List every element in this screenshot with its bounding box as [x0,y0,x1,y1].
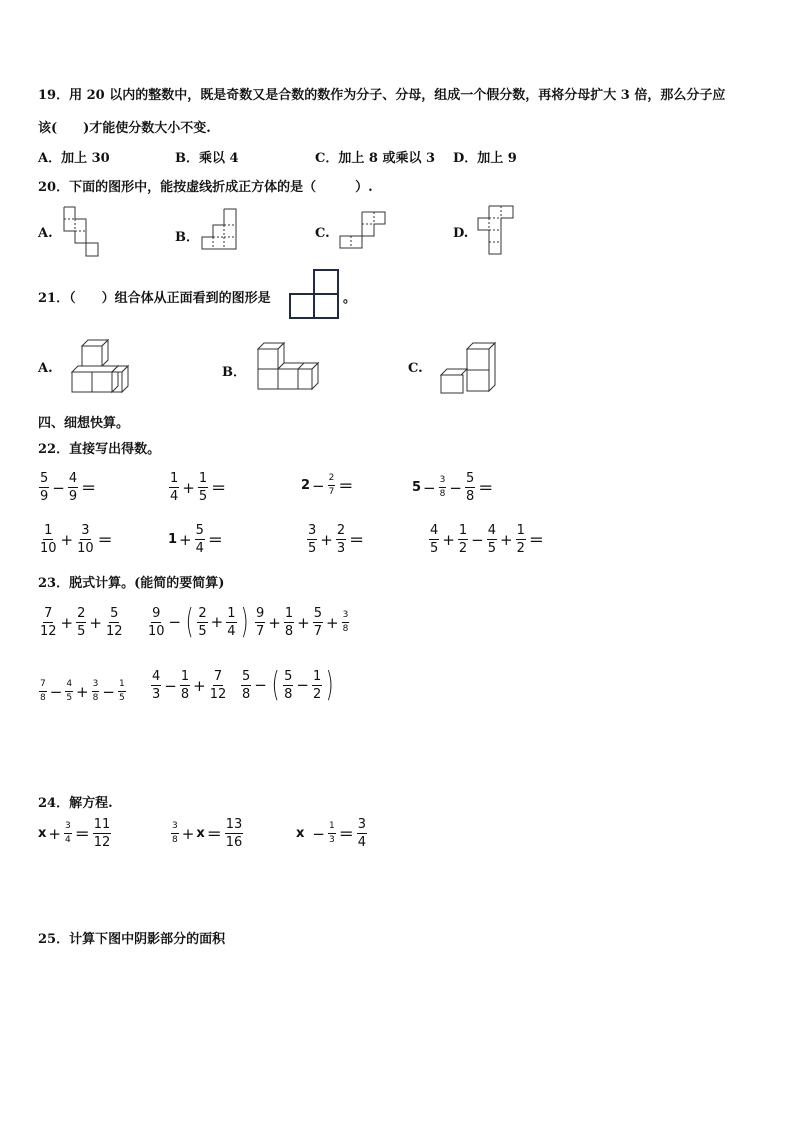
fraction: $\frac{9}{7}$ [256,606,265,639]
q21-option-b: B． [222,365,246,380]
q20-text: 20．下面的图形中，能按虚线折成正方体的是（ ）. [38,180,373,195]
q21-text-end: 。 [343,291,357,306]
fraction: $\frac{4}{5}$ [66,679,73,703]
fraction: $\frac{4}{5}$ [430,523,439,556]
q24-equation-2: $\frac{3}{8}$ + x ＝ $\frac{13}{16}$ [172,817,243,850]
q21-option-a: A. [38,361,53,376]
fraction: $\frac{3}{10}$ [77,523,94,556]
fraction: $\frac{5}{12}$ [105,606,123,639]
fraction: $\frac{1}{3}$ [328,821,335,845]
fraction: $\frac{3}{5}$ [308,523,317,556]
q20-net-a [62,206,102,258]
q25-text: 25．计算下图中阴影部分的面积 [38,932,226,947]
q19-option-c: C．加上 8 或乘以 3 [315,151,436,166]
fraction: $\frac{4}{9}$ [68,471,78,504]
fraction: $\frac{4}{3}$ [152,669,161,702]
fraction: $\frac{1}{5}$ [118,679,125,703]
q24-equation-1: x + $\frac{3}{4}$ ＝ $\frac{11}{12}$ [38,817,111,850]
fraction: $\frac{5}{8}$ [242,668,251,702]
fraction: $\frac{3}{8}$ [92,679,99,703]
q22-expr-3: 2 − $\frac{2}{7}$ ＝ [301,473,354,497]
q20-net-d [476,205,520,257]
q23-expr-6: $\frac{5}{8}$ − ( $\frac{5}{8}$ − $\frac{1}{2}$ ) [242,665,334,705]
fraction: $\frac{1}{4}$ [227,605,236,639]
q23-expr-4: $\frac{7}{8}$ − $\frac{4}{5}$ + $\frac{3}{8}$ − $\frac{1}{5}$ [40,679,125,703]
q19-option-b: B．乘以 4 [175,151,239,166]
q19-option-a: A．加上 30 [38,151,110,166]
fraction: $\frac{1}{2}$ [458,523,468,556]
q24-text: 24．解方程. [38,796,113,811]
q23-expr-1: $\frac{7}{12}$ + $\frac{2}{5}$ + $\frac{5}{12}$ [40,606,123,639]
q23-expr-3: $\frac{9}{7}$ + $\frac{1}{8}$ + $\frac{5}{7}$ + $\frac{3}{8}$ [256,606,349,639]
q24-equation-3: x − $\frac{1}{3}$ ＝ $\frac{3}{4}$ [296,817,366,850]
fraction: $\frac{2}{3}$ [336,523,346,556]
fraction: $\frac{2}{5}$ [198,605,207,639]
q22-text: 22．直接写出得数。 [38,442,161,457]
section-4-title: 四、细想快算。 [38,416,130,431]
fraction: $\frac{3}{8}$ [172,821,178,845]
q22-expr-4: 5 − $\frac{3}{8}$ − $\frac{5}{8}$ ＝ [412,471,494,504]
fraction: $\frac{1}{8}$ [284,606,294,639]
fraction: $\frac{5}{9}$ [40,471,49,504]
fraction: $\frac{1}{5}$ [198,471,208,504]
fraction: $\frac{5}{8}$ [465,471,475,504]
fraction: $\frac{7}{12}$ [40,606,57,639]
fraction: $\frac{3}{8}$ [439,475,446,499]
fraction: $\frac{1}{8}$ [180,669,190,702]
q23-expr-2: $\frac{9}{10}$ − ( $\frac{2}{5}$ + $\frac{1}{4}$ ) [148,602,249,642]
q22-expr-1: $\frac{5}{9}$ − $\frac{4}{9}$ ＝ [40,471,97,504]
q21-cubes-a [70,338,132,396]
q19-line2: 该( )才能使分数大小不变. [38,121,211,136]
fraction: $\frac{4}{5}$ [487,523,496,556]
q20-option-a: A. [38,226,53,241]
fraction: $\frac{5}{4}$ [195,523,204,556]
fraction: $\frac{1}{2}$ [312,668,322,702]
fraction: $\frac{9}{10}$ [148,605,165,639]
fraction: $\frac{7}{12}$ [209,669,227,702]
q19-option-d: D．加上 9 [453,151,517,166]
fraction: $\frac{5}{7}$ [313,606,322,639]
fraction: $\frac{7}{8}$ [40,679,46,703]
fraction: $\frac{2}{5}$ [77,606,86,639]
fraction: $\frac{1}{4}$ [170,471,179,504]
q23-text: 23．脱式计算。(能简的要简算) [38,576,225,591]
fraction: $\frac{2}{7}$ [328,473,335,497]
fraction: $\frac{13}{16}$ [225,817,243,850]
q23-expr-5: $\frac{4}{3}$ − $\frac{1}{8}$ + $\frac{7}{12}$ [152,669,227,702]
fraction: $\frac{3}{4}$ [64,821,71,845]
q22-expr-5: $\frac{1}{10}$ + $\frac{3}{10}$ ＝ [40,523,113,556]
fraction: $\frac{1}{10}$ [40,523,57,556]
fraction: $\frac{3}{4}$ [357,817,366,850]
q21-cubes-c [439,341,501,397]
fraction: $\frac{5}{8}$ [284,668,293,702]
q22-expr-2: $\frac{1}{4}$ + $\frac{1}{5}$ ＝ [170,471,227,504]
fraction: $\frac{1}{2}$ [516,523,525,556]
q21-text: 21．（ ）组合体从正面看到的图形是 [38,291,271,306]
q20-net-b [200,208,240,252]
q19-line1: 19．用 20 以内的整数中，既是奇数又是合数的数作为分子、分母，组成一个假分数，再将分母扩大 3 倍，那么分子应 [38,88,726,103]
q21-option-c: C. [408,361,423,376]
q20-option-d: D. [453,226,469,241]
q20-option-b: B． [175,230,199,245]
q21-cubes-b [256,341,322,393]
q22-expr-6: 1 + $\frac{5}{4}$ ＝ [168,523,223,556]
q20-net-c [338,211,388,251]
fraction: $\frac{3}{8}$ [342,610,349,634]
q22-expr-8: $\frac{4}{5}$ + $\frac{1}{2}$ − $\frac{4}{5}$ + $\frac{1}{2}$ ＝ [430,523,544,556]
q21-front-view-figure [289,269,341,319]
q22-expr-7: $\frac{3}{5}$ + $\frac{2}{3}$ ＝ [308,523,365,556]
q20-option-c: C. [315,226,330,241]
fraction: $\frac{11}{12}$ [93,817,111,850]
